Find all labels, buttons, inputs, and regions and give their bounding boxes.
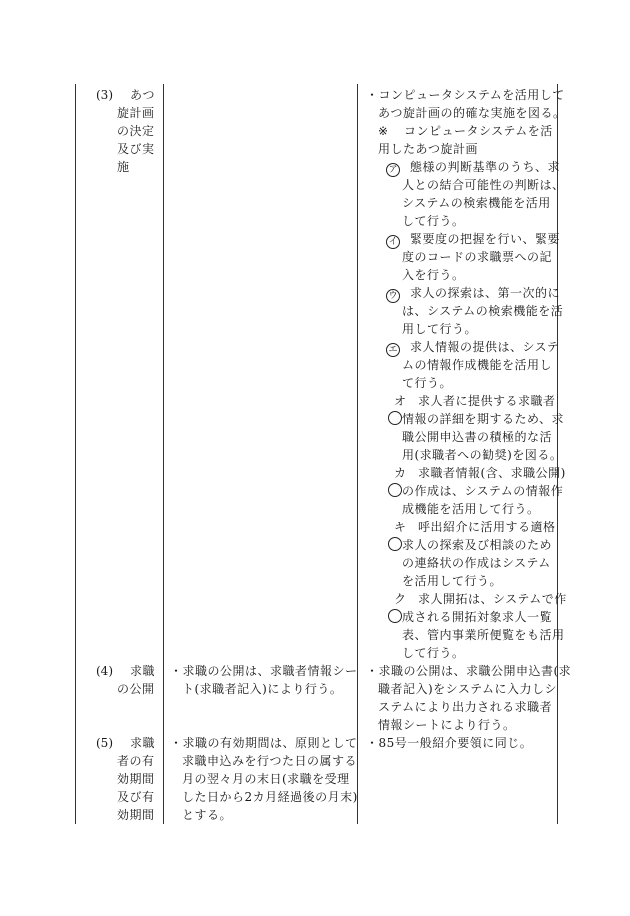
table-divider-1 bbox=[163, 84, 164, 824]
section-5-mid-line: 月の翌々月の末日(求職を受理 bbox=[182, 772, 350, 786]
section-5-title-line: 効期間 bbox=[117, 772, 155, 786]
item-o-line: 職公開申込書の積極的な活 bbox=[402, 430, 553, 444]
note-mark: ※ bbox=[378, 124, 389, 138]
item-i bbox=[386, 230, 402, 249]
item-ka-line: 求職者情報(含、求職公開) bbox=[418, 466, 566, 480]
item-i-line: 入を行う。 bbox=[402, 268, 465, 282]
section-4-right-line: ステムにより出力される求職者 bbox=[378, 700, 553, 714]
section-5-title-line: 者の有 bbox=[117, 754, 155, 768]
item-ki-line: 呼出紹介に活用する適格 bbox=[418, 520, 556, 534]
section-5-mid-line: とする。 bbox=[182, 808, 233, 822]
section-5-title-line: 及び有 bbox=[117, 790, 155, 804]
item-a bbox=[386, 158, 402, 177]
item-ku-line: 成される開拓対象求人一覧 bbox=[402, 610, 553, 624]
item-u bbox=[386, 284, 402, 303]
circled-mark-icon: ア bbox=[386, 163, 400, 177]
section-5-title-line: 効期間 bbox=[117, 808, 155, 822]
blank-circle-icon bbox=[388, 411, 402, 425]
item-ki-line: 求人の探索及び相談のため bbox=[402, 538, 553, 552]
section-3-intro-line: あつ旋計画の的確な実施を図る。 bbox=[378, 106, 566, 120]
section-5-mid-line: 求職申込みを行つた日の属する bbox=[182, 754, 358, 768]
item-ka-mark: カ bbox=[394, 466, 407, 480]
item-i-line: 緊要度の把握を行い、緊要 bbox=[410, 232, 561, 246]
item-u-line: 求人の探索は、第一次的に bbox=[410, 286, 561, 300]
item-a-line: して行う。 bbox=[402, 214, 465, 228]
item-ka-line: 成機能を活用して行う。 bbox=[402, 502, 540, 516]
circled-mark-icon: エ bbox=[386, 343, 400, 357]
item-a-line: 態様の判断基準のうち、求 bbox=[410, 160, 561, 174]
blank-circle-icon bbox=[388, 609, 402, 623]
section-3-number: (3) bbox=[96, 88, 113, 102]
item-ku-line: して行う。 bbox=[402, 646, 465, 660]
item-ku-line: 求人開拓は、システムで作 bbox=[418, 592, 567, 606]
section-3-intro-line: ・コンピュータシステムを活用して bbox=[366, 88, 565, 102]
section-4-mid-line: ト(求職者記入)により行う。 bbox=[182, 682, 343, 696]
item-o-line: 用(求職者への勧奨)を図る。 bbox=[402, 448, 563, 462]
section-5-right-line: ・85号一般紹介要領に同じ。 bbox=[366, 736, 533, 750]
item-e-line: 求人情報の提供は、システ bbox=[410, 340, 560, 354]
blank-circle-icon bbox=[388, 537, 402, 551]
section-3-title-line: 旋計画 bbox=[117, 106, 155, 120]
circled-mark-icon: ウ bbox=[386, 289, 400, 303]
section-4-mid-line: ・求職の公開は、求職者情報シー bbox=[170, 664, 358, 678]
item-ki-mark: キ bbox=[394, 520, 407, 534]
item-ka-line: の作成は、システムの情報作 bbox=[402, 484, 564, 498]
item-i-line: 度のコードの求職票への記 bbox=[402, 250, 553, 264]
item-o-line: 求人者に提供する求職者 bbox=[418, 394, 556, 408]
section-3-title-line: 施 bbox=[117, 160, 130, 174]
section-4-right-line: ・求職の公開は、求職公開申込書(求 bbox=[366, 664, 572, 678]
section-4-title-line: の公開 bbox=[117, 682, 155, 696]
section-4-right-line: 情報シートにより行う。 bbox=[378, 718, 516, 732]
item-e-line: て行う。 bbox=[402, 376, 453, 390]
item-e-line: ムの情報作成機能を活用し bbox=[402, 358, 553, 372]
item-e bbox=[386, 338, 402, 357]
item-u-line: は、システムの検索機能を活 bbox=[402, 304, 564, 318]
section-4-title-line: 求職 bbox=[130, 664, 156, 678]
item-o-line: 情報の詳細を期するため、求 bbox=[402, 412, 565, 426]
section-3-title-line: 及び実 bbox=[117, 142, 155, 156]
note-line: 用したあつ旋計画 bbox=[378, 142, 479, 156]
section-4-number: (4) bbox=[96, 664, 113, 678]
section-5-mid-line: した日から2カ月経過後の月末) bbox=[182, 790, 358, 804]
section-3-title-line: あつ bbox=[130, 88, 156, 102]
item-a-line: 人との結合可能性の判断は、 bbox=[402, 178, 565, 192]
section-4-right-line: 職者記入)をシステムに入力しシ bbox=[378, 682, 557, 696]
note-line: コンピュータシステムを活 bbox=[404, 124, 553, 138]
section-5-mid-line: ・求職の有効期間は、原則として bbox=[170, 736, 358, 750]
item-ku-line: 表、管内事業所便覧をも活用 bbox=[402, 628, 565, 642]
table-divider-2 bbox=[357, 84, 358, 824]
table-border-left bbox=[75, 84, 76, 824]
section-5-number: (5) bbox=[96, 736, 113, 750]
circled-mark-icon: イ bbox=[386, 235, 400, 249]
item-ki-line: を活用して行う。 bbox=[402, 574, 503, 588]
blank-circle-icon bbox=[388, 483, 402, 497]
item-ki-line: の連絡状の作成はシステム bbox=[402, 556, 551, 570]
item-u-line: 用して行う。 bbox=[402, 322, 478, 336]
section-5-title-line: 求職 bbox=[130, 736, 156, 750]
item-o-mark: オ bbox=[394, 394, 407, 408]
section-3-title-line: の決定 bbox=[117, 124, 155, 138]
item-ku-mark: ク bbox=[394, 592, 407, 606]
item-a-line: システムの検索機能を活用 bbox=[402, 196, 551, 210]
